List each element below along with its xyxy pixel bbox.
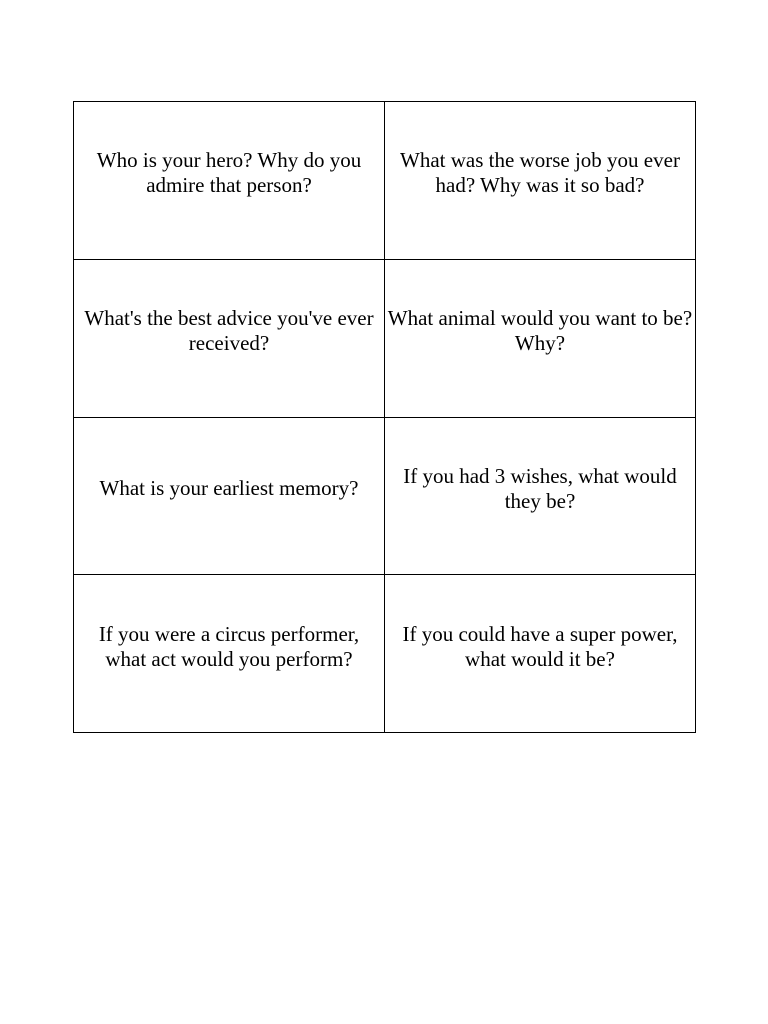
- question-card-grid: [73, 101, 696, 733]
- question-card: What is your earliest memory?: [74, 417, 385, 575]
- question-card: What's the best advice you've ever received?: [74, 259, 385, 417]
- card-row: [74, 102, 696, 260]
- question-card: What animal would you want to be? Why?: [385, 259, 696, 417]
- question-card: If you had 3 wishes, what would they be?: [385, 417, 696, 575]
- card-row: [74, 259, 696, 417]
- question-card: Who is your hero? Why do you admire that person?: [74, 102, 385, 260]
- card-row: [74, 575, 696, 733]
- question-card: What was the worse job you ever had? Why was it so bad?: [385, 102, 696, 260]
- card-row: [74, 417, 696, 575]
- question-card: If you were a circus performer, what act would you perform?: [74, 575, 385, 733]
- question-card: If you could have a super power, what would it be?: [385, 575, 696, 733]
